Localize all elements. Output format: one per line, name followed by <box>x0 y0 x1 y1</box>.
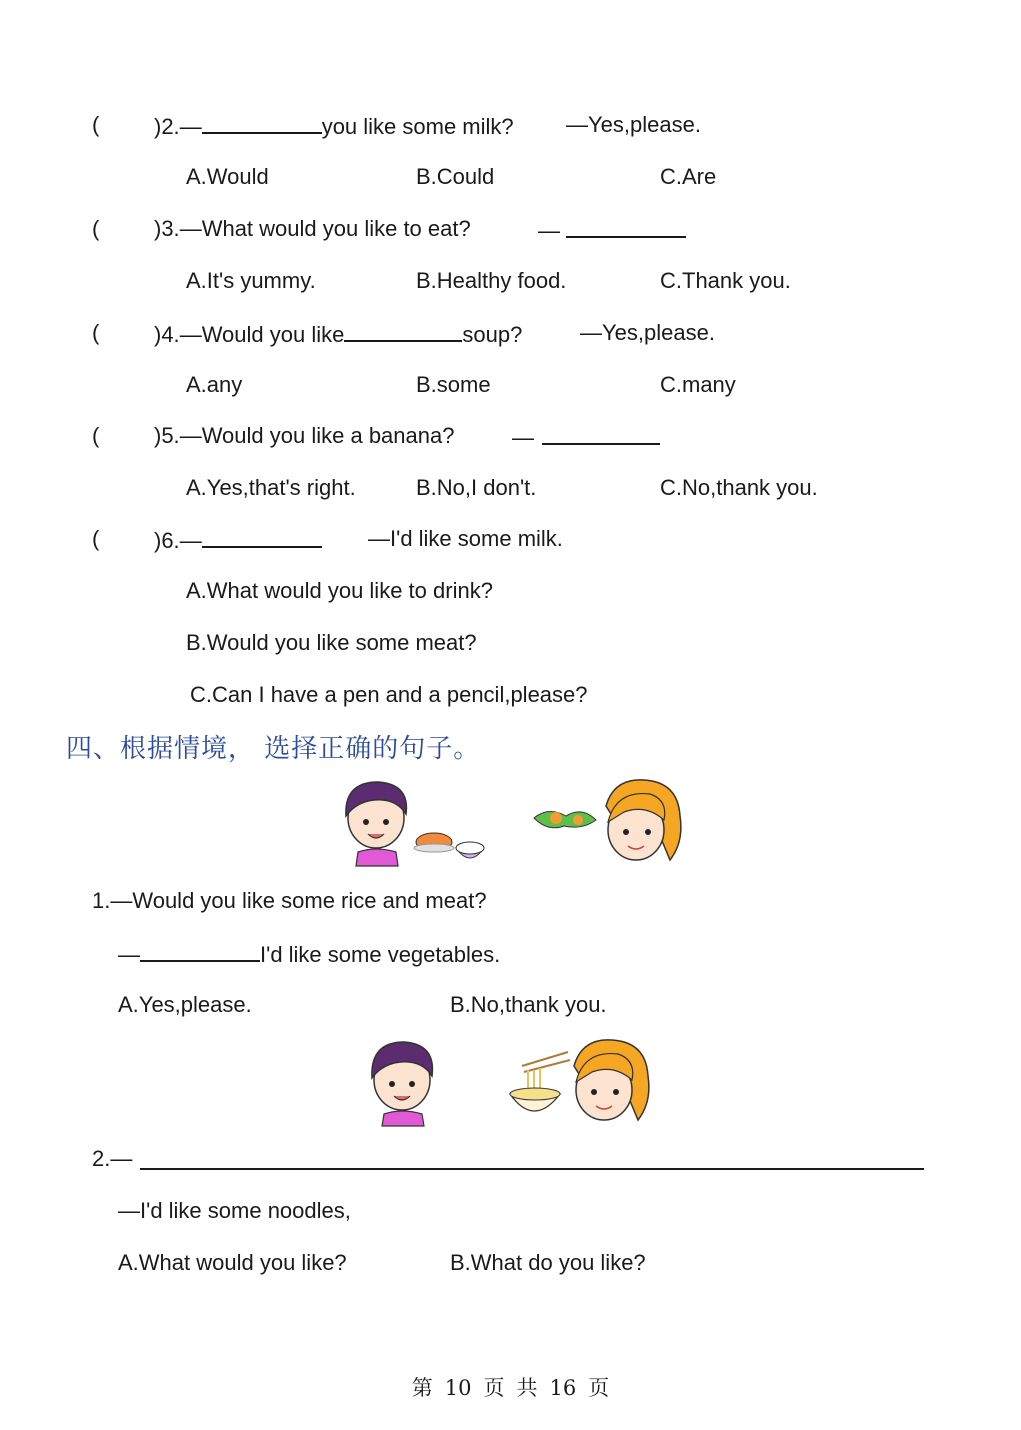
question-number: )6. <box>154 528 180 553</box>
option-b[interactable]: B.Would you like some meat? <box>186 630 477 655</box>
question-text-end: soup? <box>462 322 523 347</box>
girl-icon <box>606 780 681 860</box>
reply-text: —Yes,please. <box>566 112 701 137</box>
s4-question-2-reply: —I'd like some noodles, <box>118 1198 351 1223</box>
reply-text: —I'd like some milk. <box>368 526 563 551</box>
page-footer <box>0 1372 1021 1402</box>
option-c[interactable]: C.No,thank you. <box>660 475 818 500</box>
dash: — <box>179 114 202 139</box>
option-b[interactable]: B.No,thank you. <box>450 992 607 1017</box>
answer-paren[interactable]: ( <box>92 423 100 448</box>
option-b[interactable]: B.What do you like? <box>450 1250 646 1275</box>
answer-blank[interactable] <box>140 938 260 962</box>
boy-icon <box>372 1042 433 1126</box>
option-b[interactable]: B.Healthy food. <box>416 268 567 293</box>
option-c[interactable]: C.many <box>660 372 736 397</box>
answer-paren[interactable]: ( <box>92 216 100 241</box>
answer-paren[interactable]: ( <box>92 526 100 551</box>
question-number: )4. <box>154 322 180 347</box>
option-a[interactable]: A.Would <box>186 164 269 189</box>
option-b[interactable]: B.some <box>416 372 491 397</box>
s4-question-1: 1.—Would you like some rice and meat? <box>92 888 487 913</box>
answer-blank[interactable] <box>566 214 686 238</box>
option-c[interactable]: C.Can I have a pen and a pencil,please? <box>190 682 588 707</box>
question-4 <box>154 318 522 350</box>
question-text: —Would you like a banana? <box>179 423 455 448</box>
option-a[interactable]: A.any <box>186 372 243 397</box>
s4-question-2: 2.— <box>92 1146 133 1171</box>
question-6 <box>154 524 322 556</box>
answer-blank[interactable] <box>202 110 322 134</box>
question-text: —Would you like <box>179 322 345 347</box>
section-title: 四、根据情境， 选择正确的句子。 <box>66 734 481 764</box>
question-text: you like some milk? <box>321 114 514 139</box>
question-text: —What would you like to eat? <box>179 216 471 241</box>
question-2 <box>154 110 514 142</box>
question-3 <box>154 214 471 244</box>
meat-icon <box>414 833 454 852</box>
reply-text: —Yes,please. <box>580 320 715 345</box>
page-number: 10 <box>444 1376 472 1400</box>
option-a[interactable]: A.It's yummy. <box>186 268 316 293</box>
option-b[interactable]: B.No,I don't. <box>416 475 537 500</box>
reply-line <box>512 421 660 453</box>
reply-line <box>538 214 686 246</box>
option-a[interactable]: A.Yes,please. <box>118 992 252 1017</box>
scene-illustration-2 <box>362 1036 662 1128</box>
dash: — <box>118 942 140 967</box>
rice-bowl-icon <box>456 842 484 858</box>
footer-label: 共 <box>516 1376 538 1400</box>
option-a[interactable]: A.Yes,that's right. <box>186 475 356 500</box>
answer-paren[interactable]: ( <box>92 112 100 137</box>
option-c[interactable]: C.Are <box>660 164 717 189</box>
answer-paren[interactable]: ( <box>92 320 100 345</box>
question-5 <box>154 421 454 451</box>
dash: — <box>538 218 560 243</box>
footer-label: 页 <box>483 1376 505 1400</box>
option-b[interactable]: B.Could <box>416 164 495 189</box>
vegetables-icon <box>534 811 596 827</box>
answer-blank[interactable] <box>542 421 660 445</box>
reply-text: I'd like some vegetables. <box>260 942 501 967</box>
question-number: )2. <box>154 114 180 139</box>
option-c[interactable]: C.Thank you. <box>660 268 791 293</box>
question-number: )5. <box>154 423 180 448</box>
girl-icon <box>574 1040 649 1120</box>
dash: — <box>512 425 534 450</box>
boy-icon <box>346 782 407 866</box>
dash: — <box>179 528 202 553</box>
option-a[interactable]: A.What would you like to drink? <box>186 578 493 603</box>
answer-blank[interactable] <box>344 318 462 342</box>
footer-label: 页 <box>588 1376 610 1400</box>
answer-blank-long[interactable] <box>140 1168 924 1170</box>
s4-question-1-reply <box>118 938 500 970</box>
page-total: 16 <box>549 1376 577 1400</box>
option-a[interactable]: A.What would you like? <box>118 1250 347 1275</box>
answer-blank[interactable] <box>202 524 322 548</box>
footer-label: 第 <box>411 1376 433 1400</box>
scene-illustration-1 <box>334 776 684 868</box>
noodles-icon <box>510 1052 570 1111</box>
question-number: )3. <box>154 216 180 241</box>
